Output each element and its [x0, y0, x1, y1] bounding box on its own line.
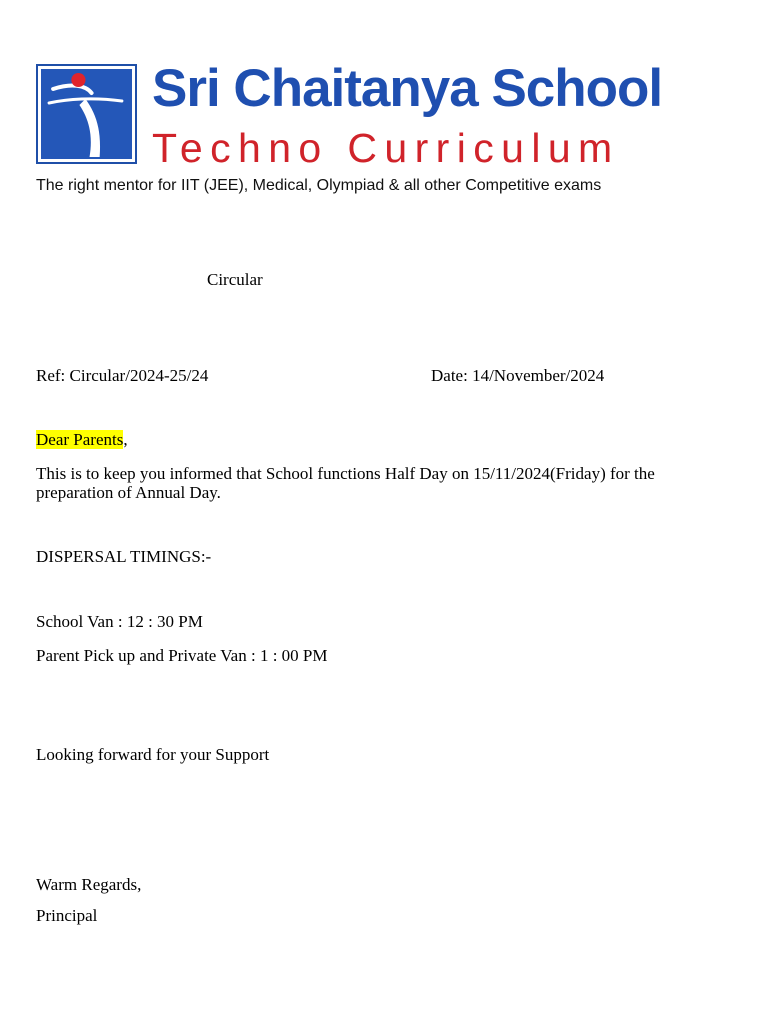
greeting	[36, 430, 128, 450]
greeting-punctuation: ,	[123, 430, 128, 449]
running-figure-icon	[41, 69, 132, 159]
school-logo	[36, 64, 137, 164]
circular-title: Circular	[207, 270, 263, 289]
circular-date: Date: 14/November/2024	[431, 366, 605, 385]
regards: Warm Regards,	[36, 875, 142, 894]
curriculum-title: Techno Curriculum	[152, 125, 620, 171]
tagline: The right mentor for IIT (JEE), Medical, Olympiad & all other Competitive exams	[36, 177, 602, 194]
dispersal-heading: DISPERSAL TIMINGS:-	[36, 547, 212, 566]
reference-number: Ref: Circular/2024-25/24	[36, 366, 209, 385]
school-name: Sri Chaitanya School	[152, 59, 663, 118]
greeting-name: Dear Parents	[36, 430, 124, 449]
closing-line: Looking forward for your Support	[36, 745, 270, 764]
circular-body: This is to keep you informed that School functions Half Day on 15/11/2024(Friday) for the preparation of Annual Day.	[36, 464, 655, 502]
signatory: Principal	[36, 906, 98, 925]
parent-pickup-timing: Parent Pick up and Private Van : 1 : 00 PM	[36, 646, 328, 665]
school-van-timing: School Van : 12 : 30 PM	[36, 612, 203, 631]
